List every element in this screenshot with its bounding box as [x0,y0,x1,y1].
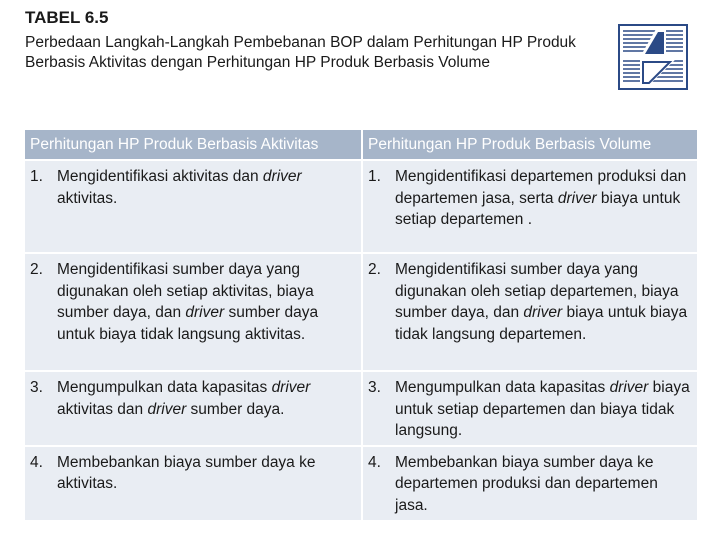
item-number: 1. [30,168,43,185]
item-text: Membebankan biaya sumber daya ke departemen produksi dan departemen jasa. [395,453,658,514]
table-row [25,371,698,446]
comparison-table [25,130,699,520]
item-number: 2. [368,261,381,278]
table-row [25,253,698,371]
column-header-activity: Perhitungan HP Produk Berbasis Aktivitas [25,130,362,160]
item-text: Mengidentifikasi departemen produksi dan departemen jasa, serta driver biaya untuk setiap departemen . [395,168,687,228]
item-text: Mengidentifikasi sumber daya yang digunakan oleh setiap departemen, biaya sumber daya, dan driver biaya untuk biaya tidak langsung departemen. [395,261,688,343]
item-text: Mengumpulkan data kapasitas driver aktivitas dan driver sumber daya. [57,379,311,418]
table-cell [362,160,698,253]
table-row [25,160,698,253]
table-cell [25,371,362,446]
table-cell [25,160,362,253]
table-header-row [25,130,698,160]
table-cell [362,371,698,446]
item-number: 3. [368,379,381,396]
item-number: 4. [30,453,43,471]
column-header-volume: Perhitungan HP Produk Berbasis Volume [362,130,698,160]
table-subtitle: Perbedaan Langkah-Langkah Pembebanan BOP dalam Perhitungan HP Produk Berbasis Aktivitas dengan Perhitungan HP Produk Berbasis Volume [25,34,576,71]
item-text: Mengumpulkan data kapasitas driver biaya untuk setiap departemen dan biaya tidak langsung. [395,379,690,439]
table-cell [362,446,698,520]
item-text: Membebankan biaya sumber daya ke aktivitas. [57,453,316,492]
table-cell [25,446,362,520]
item-number: 1. [368,168,381,185]
publisher-logo-icon [618,24,688,90]
item-text: Mengidentifikasi aktivitas dan driver aktivitas. [57,168,302,207]
item-number: 4. [368,453,381,471]
item-text: Mengidentifikasi sumber daya yang digunakan oleh setiap aktivitas, biaya sumber daya, dan driver sumber daya untuk biaya tidak langsung aktivitas. [57,261,319,343]
item-number: 2. [30,261,43,278]
table-row [25,446,698,520]
table-title: TABEL 6.5 [25,8,109,27]
table-cell [362,253,698,371]
item-number: 3. [30,379,43,396]
table-cell [25,253,362,371]
